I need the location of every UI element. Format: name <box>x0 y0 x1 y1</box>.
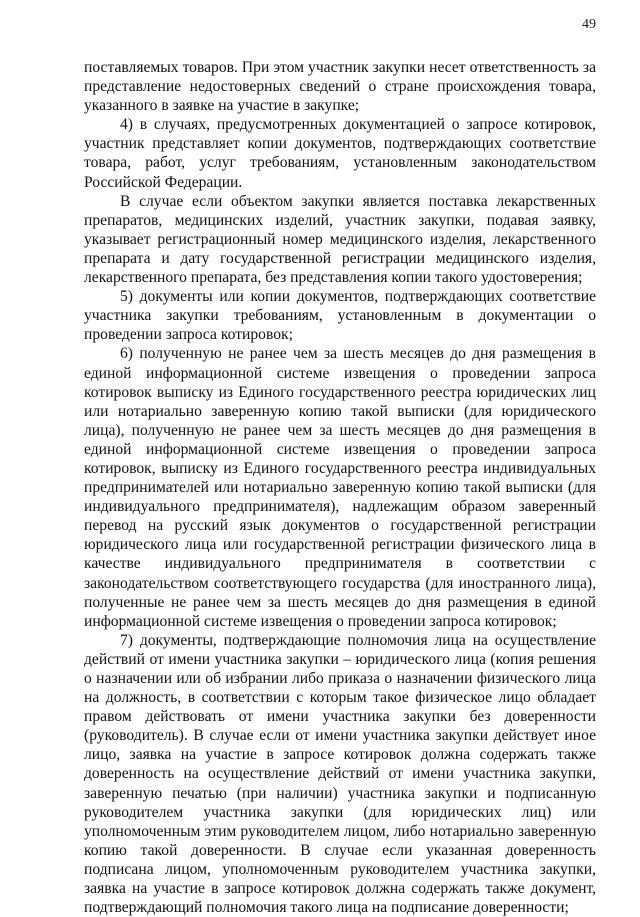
document-body <box>84 58 596 917</box>
paragraph-item-5: 5) документы или копии документов, подтверждающих соответствие участника закупки требованиям, установленным в документации о проведении запроса котировок; <box>84 288 596 344</box>
paragraph-item-7: 7) документы, подтверждающие полномочия лица на осуществление действий от имени участника закупки – юридического лица (копия решения о назначении или об избрании либо приказа о назначении физического лица на должность, в соответствии с которым такое физическое лицо обладает правом действовать от имени участника закупки без доверенности (руководитель). В случае если от имени участника закупки действует иное лицо, заявка на участие в запросе котировок должна содержать также доверенность на осуществление действий от имени участника закупки, заверенную печатью (при наличии) участника закупки и подписанную руководителем участника закупки (для юридических лиц) или уполномоченным этим руководителем лицом, либо нотариально заверенную копию такой доверенности. В случае если указанная доверенность подписана лицом, уполномоченным руководителем участника закупки, заявка на участие в запросе котировок должна содержать также документ, подтверждающий полномочия такого лица на подписание доверенности; <box>84 631 596 917</box>
paragraph-item-6: 6) полученную не ранее чем за шесть месяцев до дня размещения в единой информационной системе извещения о проведении запроса котировок выписку из Единого государственного реестра юридических лиц или нотариально заверенную копию такой выписки (для юридического лица), полученную не ранее чем за шесть месяцев до дня размещения в единой информационной системе извещения о проведении запроса котировок, выписку из Единого государственного реестра индивидуальных предпринимателей или нотариально заверенную копию такой выписки (для индивидуального предпринимателя), надлежащим образом заверенный перевод на русский язык документов о государственной регистрации юридического лица или государственной регистрации физического лица в качестве индивидуального предпринимателя в соответствии с законодательством соответствующего государства (для иностранного лица), полученные не ранее чем за шесть месяцев до дня размещения в единой информационной системе извещения о проведении запроса котировок; <box>84 345 596 630</box>
paragraph-item-4: 4) в случаях, предусмотренных документацией о запросе котировок, участник представляет копии документов, подтверждающих соответствие товара, работ, услуг требованиям, установленным законодательством Российской Федерации. <box>84 116 596 191</box>
page-number: 49 <box>582 17 596 32</box>
paragraph-continuation: поставляемых товаров. При этом участник закупки несет ответственность за представление недостоверных сведений о стране происхождения товара, указанного в заявке на участие в закупке; <box>84 59 596 115</box>
paragraph-medical-products: В случае если объектом закупки является поставка лекарственных препаратов, медицинских изделий, участник закупки, подавая заявку, указывает регистрационный номер медицинского изделия, лекарственного препарата и дату государственной регистрации медицинского изделия, лекарственного препарата, без представления копии такого удостоверения; <box>84 192 596 287</box>
